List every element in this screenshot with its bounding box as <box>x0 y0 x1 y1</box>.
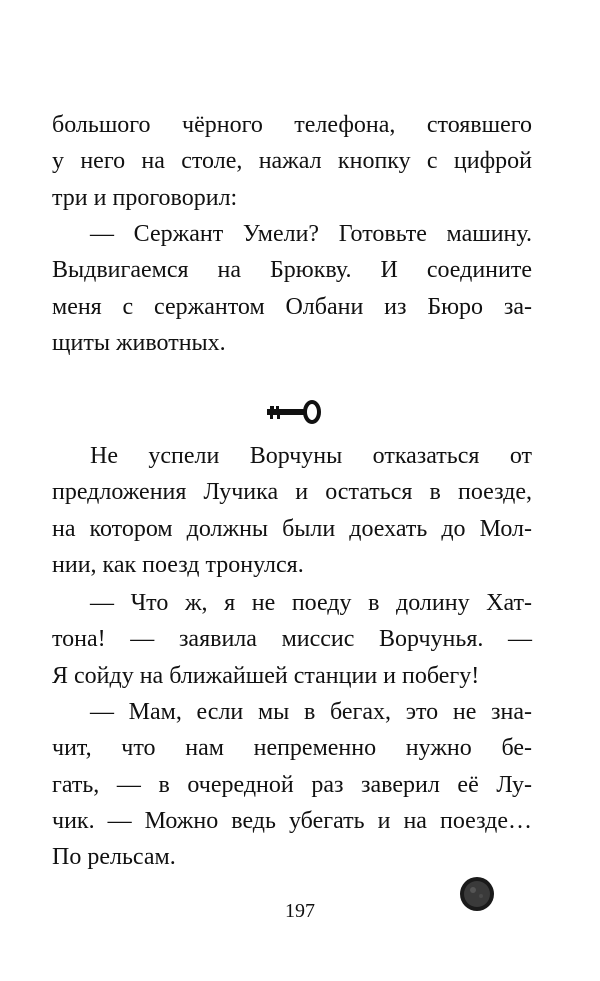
text-line: меня с сержантом Олбани из Бюро за- <box>52 293 532 320</box>
text-line: на котором должны были доехать до Мол- <box>52 515 532 542</box>
text-line: щиты животных. <box>52 329 226 356</box>
paragraph-2 <box>52 216 532 361</box>
text-line: — Что ж, я не поеду в долину Хат- <box>90 590 532 616</box>
paragraph-4 <box>52 585 532 694</box>
key-icon <box>264 398 324 428</box>
text-line: тона! — заявила миссис Ворчунья. — <box>52 626 532 653</box>
text-line: чит, что нам непременно нужно бе- <box>52 735 532 762</box>
text-line: — Сержант Умели? Готовьте машину. <box>90 221 532 247</box>
text-line: предложения Лучика и остаться в поезде, <box>52 479 532 506</box>
text-line: По рельсам. <box>52 844 176 871</box>
text-line: Не успели Ворчуны отказаться от <box>90 443 532 469</box>
page-number: 197 <box>285 900 315 922</box>
text-line: нии, как поезд тронулся. <box>52 551 304 578</box>
text-line: чик. — Можно ведь убегать и на поезде… <box>52 807 532 834</box>
paragraph-3 <box>52 438 532 583</box>
text-line: большого чёрного телефона, стоявшего <box>52 112 532 138</box>
text-line: — Мам, если мы в бегах, это не зна- <box>90 699 532 725</box>
paragraph-1 <box>52 107 532 216</box>
paragraph-5 <box>52 694 532 875</box>
text-line: три и проговорил: <box>52 184 238 211</box>
text-line: гать, — в очередной раз заверил её Лу- <box>52 771 532 798</box>
text-line: Я сойду на ближайшей станции и побегу! <box>52 662 480 689</box>
text-line: у него на столе, нажал кнопку с цифрой <box>52 148 532 175</box>
text-line: Выдвигаемся на Брюкву. И соедините <box>52 257 532 284</box>
ink-blot-icon <box>457 874 497 914</box>
